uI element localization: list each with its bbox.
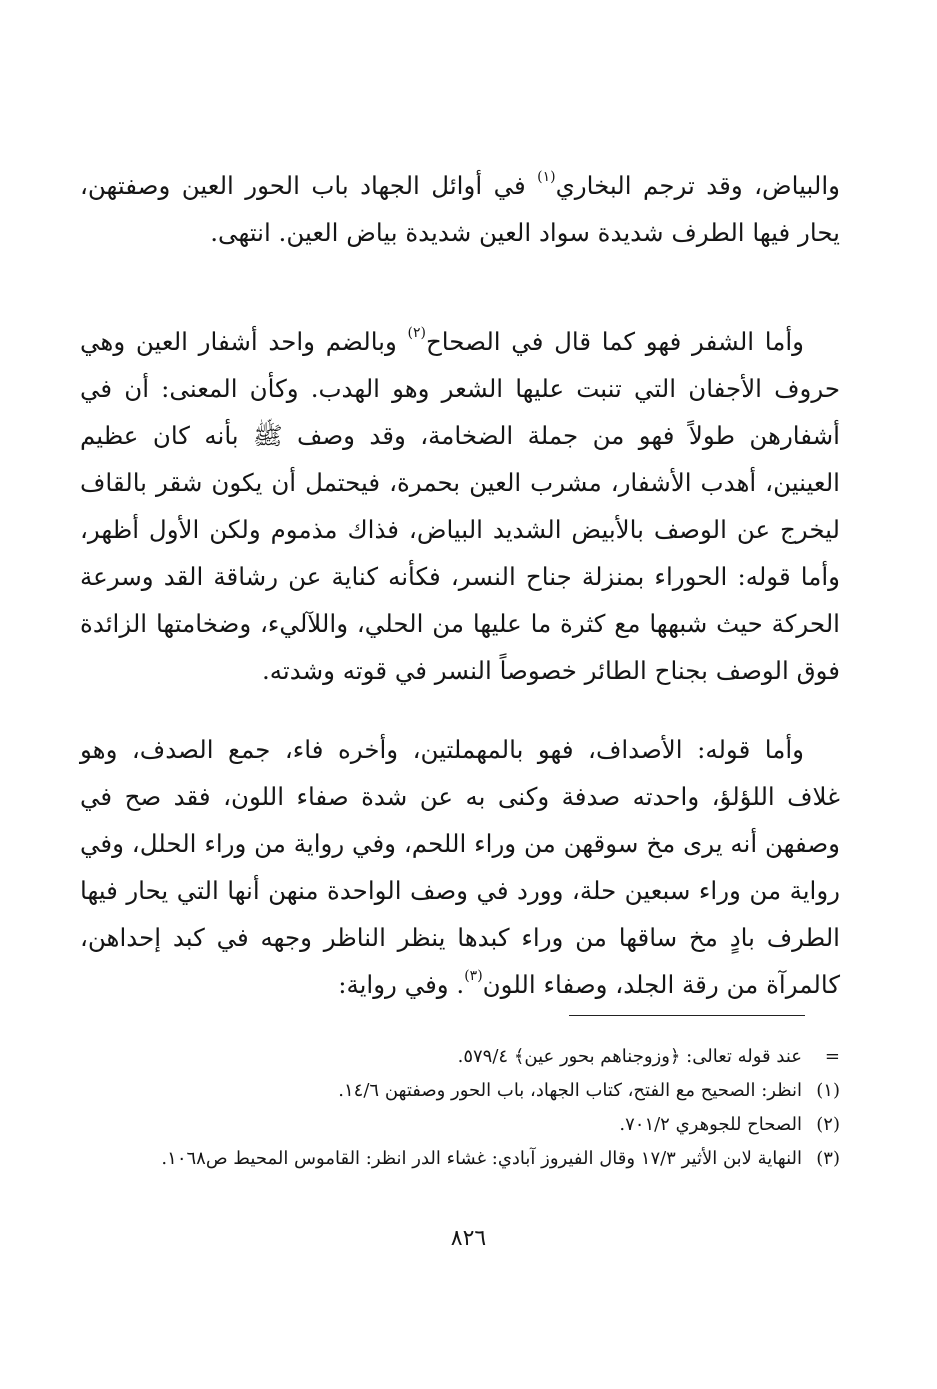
- footnote-mark: (٢): [816, 1114, 840, 1135]
- paragraph-1: [80, 162, 840, 256]
- footnote-mark: =: [824, 1046, 840, 1067]
- paragraph-3: [80, 726, 840, 1008]
- footnote-text: انظر: الصحيح مع الفتح، كتاب الجهاد، باب الحور وصفتهن ١٤/٦.: [338, 1080, 802, 1101]
- footnote-ref-1: (١): [537, 168, 556, 185]
- paragraph-2-text-b: وبالضم واحد أشفار العين وهي حروف الأجفان التي تنبت عليها الشعر وهو الهدب. وكأن المعنى: أن في أشفارهن طولاً فهو من جملة الضخامة، وقد وصف ﷺ بأنه كان عظيم العينين، أهدب الأشفار، مشرب العين بحمرة، فيحتمل أن يكون شقر بالقاف ليخرج عن الوصف بالأبيض الشديد البياض، فذاك مذموم ولكن الأول أظهر، وأما قوله: الحوراء بمنزلة جناح النسر، فكأنه كناية عن رشاقة القد وسرعة الحركة حيث شبهها مع كثرة ما عليها من الحلي، واللآليء، وضخامتها الزائدة فوق الوصف بجناح الطائر خصوصاً النسر في قوته وشدته.: [80, 327, 840, 685]
- paragraph-2-text-a: وأما الشفر فهو كما قال في الصحاح: [425, 327, 805, 356]
- paragraph-2: [80, 318, 840, 694]
- footnote-mark: (٣): [816, 1148, 840, 1169]
- footnote-ref-3: (٣): [464, 967, 483, 984]
- footnote-text: النهاية لابن الأثير ١٧/٣ وقال الفيروز آبادي: غشاء الدر انظر: القاموس المحيط ص١٠٦٨.: [161, 1148, 802, 1169]
- footnote-separator: [569, 1015, 805, 1016]
- footnote-mark: (١): [816, 1080, 840, 1101]
- footnotes-list: [80, 1040, 840, 1176]
- footnote-ref-2: (٢): [407, 324, 426, 341]
- footnote-2: [80, 1108, 840, 1142]
- footnote-3: [80, 1142, 840, 1176]
- footnote-1: [80, 1074, 840, 1108]
- page-number: ٨٢٦: [450, 1226, 487, 1251]
- footnote-text: الصحاح للجوهري ٧٠١/٢.: [619, 1114, 802, 1135]
- paragraph-1-text-a: والبياض، وقد ترجم البخاري: [555, 171, 840, 200]
- footnote-text: عند قوله تعالى: ﴿وزوجناهم بحور عين﴾ ٥٧٩/٤.: [457, 1046, 802, 1067]
- paragraph-3-text-b: . وفي رواية:: [338, 970, 465, 999]
- footnote-continuation: [80, 1040, 840, 1074]
- paragraph-1-text-b: في أوائل الجهاد باب الحور العين وصفتهن، يحار فيها الطرف شديدة سواد العين شديدة بياض العين. انتهى.: [80, 171, 840, 247]
- paragraph-3-text-a: وأما قوله: الأصداف، فهو بالمهملتين، وأخره فاء، جمع الصدف، وهو غلاف اللؤلؤ، واحدته صدفة وكنى به عن شدة صفاء اللون، فقد صح في وصفهن أنه يرى مخ سوقهن من وراء اللحم، وفي رواية من وراء الحلل، وفي رواية من وراء سبعين حلة، وورد في وصف الواحدة منهن أنها التي يحار فيها الطرف بادٍ مخ ساقها من وراء كبدها ينظر الناظر وجهه في كبد إحداهن، كالمرآة من رقة الجلد، وصفاء اللون: [80, 735, 840, 999]
